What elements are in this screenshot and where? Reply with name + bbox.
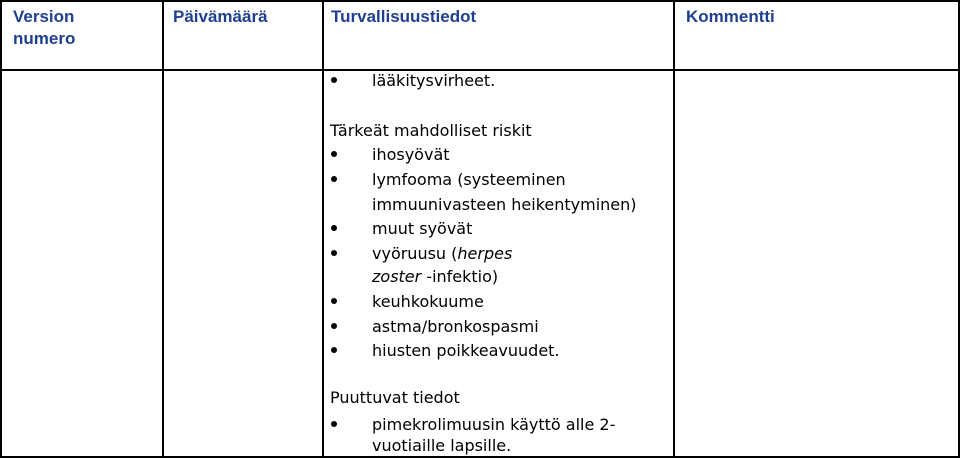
header-comment: Kommentti — [686, 7, 775, 26]
bullet-icon — [331, 298, 337, 304]
list-item: astma/bronkospasmi — [372, 317, 539, 336]
list-item: lääkitysvirheet. — [372, 71, 496, 90]
list-item: ihosyövät — [372, 145, 450, 164]
list-item: muut syövät — [372, 219, 473, 238]
table-border-top — [0, 0, 960, 2]
header-version — [13, 6, 75, 50]
bullet-icon — [331, 77, 337, 83]
important-risks-heading: Tärkeät mahdolliset riskit — [330, 121, 532, 140]
list-item-text: vyöruusu ( — [372, 244, 458, 263]
list-item-italic: zoster — [372, 267, 422, 286]
header-version-line1: Version — [13, 7, 75, 26]
header-date: Päivämäärä — [173, 7, 268, 26]
bullet-icon — [331, 323, 337, 329]
list-item: hiusten poikkeavuudet. — [372, 341, 560, 360]
header-safety-info: Turvallisuustiedot — [331, 7, 477, 26]
list-item — [372, 242, 512, 265]
list-item: keuhkokuume — [372, 292, 484, 311]
list-item-continuation: immuunivasteen heikentyminen) — [372, 195, 637, 214]
bullet-icon — [331, 225, 337, 231]
bullet-icon — [331, 176, 337, 182]
bullet-icon — [331, 151, 337, 157]
bullet-icon — [331, 421, 337, 427]
missing-info-heading: Puuttuvat tiedot — [330, 388, 460, 407]
list-item-continuation — [372, 265, 498, 288]
list-item: pimekrolimuusin käyttö alle 2- — [372, 415, 616, 434]
bullet-icon — [331, 250, 337, 256]
list-item-text: -infektio) — [421, 267, 499, 286]
list-item: lymfooma (systeeminen — [372, 170, 566, 189]
list-item-italic: herpes — [457, 244, 513, 263]
header-version-line2: numero — [13, 29, 76, 48]
list-item-continuation: vuotiaille lapsille. — [372, 436, 512, 455]
bullet-icon — [331, 347, 337, 353]
